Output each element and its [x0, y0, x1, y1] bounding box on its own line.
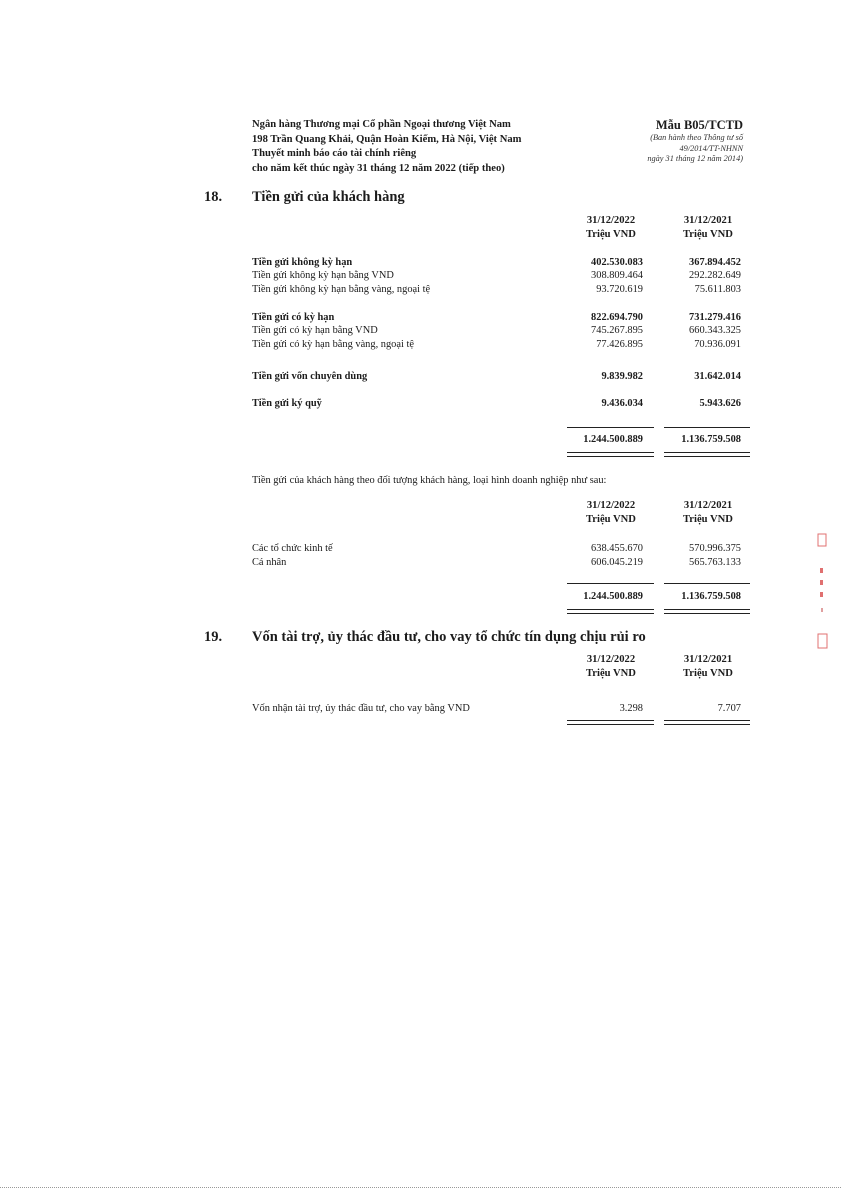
section-18-title: Tiền gửi của khách hàng: [252, 189, 405, 205]
row-label: Tiền gửi có kỳ hạn bằng VND: [252, 325, 378, 336]
column-header-2022: [566, 499, 656, 527]
column-date-2021: 31/12/2021: [683, 215, 733, 226]
row-value-2021: 31.642.014: [694, 371, 741, 382]
row-label: Các tổ chức kinh tế: [252, 543, 333, 554]
row-value-2022: 402.530.083: [591, 257, 643, 268]
total-double-rule-2021: [664, 452, 750, 457]
section-18-number: 18.: [204, 189, 223, 205]
row-label: Tiền gửi không kỳ hạn bằng vàng, ngoại tệ: [252, 284, 431, 295]
row-label: Tiền gửi có kỳ hạn: [252, 312, 335, 323]
reporting-period: cho năm kết thúc ngày 31 tháng 12 năm 2022 (tiếp theo): [252, 162, 505, 174]
column-unit-2021: Triệu VND: [683, 668, 733, 679]
column-unit-2021: Triệu VND: [683, 229, 733, 240]
breakdown-intro: Tiền gửi của khách hàng theo đối tượng khách hàng, loại hình doanh nghiệp như sau:: [252, 475, 607, 486]
row-value-2022: 3.298: [619, 703, 643, 714]
bank-name: Ngân hàng Thương mại Cổ phần Ngoại thương Việt Nam: [252, 119, 511, 130]
row-value-2022: 745.267.895: [591, 325, 643, 336]
subtotal-rule-2021: [664, 427, 750, 428]
section-19-title: Vốn tài trợ, ủy thác đầu tư, cho vay tổ chức tín dụng chịu rủi ro: [252, 629, 646, 645]
column-header-2021: [663, 214, 753, 242]
row-label: Tiền gửi vốn chuyên dùng: [252, 371, 368, 382]
total-double-rule-2021: [664, 609, 750, 614]
form-reference: [543, 118, 743, 165]
row-label: Vốn nhận tài trợ, ủy thác đầu tư, cho vay bằng VND: [252, 703, 470, 714]
row-label: Tiền gửi không kỳ hạn bằng VND: [252, 270, 394, 281]
section-19-number: 19.: [204, 629, 223, 645]
row-value-2021: 292.282.649: [689, 270, 741, 281]
row-label: Tiền gửi không kỳ hạn: [252, 257, 353, 268]
column-unit-2022: Triệu VND: [586, 229, 636, 240]
form-note-line-3: ngày 31 tháng 12 năm 2014): [647, 154, 743, 163]
row-value-2022: 77.426.895: [596, 339, 643, 350]
column-unit-2022: Triệu VND: [586, 668, 636, 679]
row-value-2022: 822.694.790: [591, 312, 643, 323]
row-value-2022: 9.839.982: [601, 371, 643, 382]
total-double-rule-2022: [567, 452, 654, 457]
row-value-2021: 565.763.133: [689, 557, 741, 568]
row-value-2022: 93.720.619: [596, 284, 643, 295]
column-date-2022: 31/12/2022: [586, 215, 636, 226]
total-double-rule-2021: [664, 720, 750, 725]
column-header-2022: [566, 653, 656, 681]
subtotal-rule-2021: [664, 583, 750, 584]
column-header-2021: [663, 653, 753, 681]
stamp-fragment: [812, 530, 836, 655]
column-date-2022: 31/12/2022: [586, 654, 636, 665]
row-value-2021: 7.707: [717, 703, 741, 714]
bank-address: 198 Trần Quang Khải, Quận Hoàn Kiếm, Hà Nội, Việt Nam: [252, 133, 522, 145]
column-date-2021: 31/12/2021: [683, 654, 733, 665]
row-value-2022: 308.809.464: [591, 270, 643, 281]
total-value-2022: 1.244.500.889: [583, 434, 643, 445]
column-unit-2021: Triệu VND: [683, 514, 733, 525]
row-value-2022: 606.045.219: [591, 557, 643, 568]
form-note-line-2: 49/2014/TT-NHNN: [679, 143, 743, 153]
row-label: Cá nhân: [252, 557, 287, 568]
row-value-2022: 9.436.034: [601, 398, 643, 409]
row-value-2022: 638.455.670: [591, 543, 643, 554]
row-label: Tiền gửi ký quỹ: [252, 398, 322, 409]
row-value-2021: 660.343.325: [689, 325, 741, 336]
row-value-2021: 75.611.803: [694, 284, 741, 295]
subtotal-rule-2022: [567, 427, 654, 428]
row-value-2021: 5.943.626: [699, 398, 741, 409]
column-date-2022: 31/12/2022: [586, 500, 636, 511]
total-value-2022: 1.244.500.889: [583, 591, 643, 602]
column-date-2021: 31/12/2021: [683, 500, 733, 511]
row-value-2021: 367.894.452: [689, 257, 741, 268]
column-header-2022: [566, 214, 656, 242]
column-unit-2022: Triệu VND: [586, 514, 636, 525]
total-value-2021: 1.136.759.508: [681, 591, 741, 602]
row-label: Tiền gửi có kỳ hạn bằng vàng, ngoại tệ: [252, 339, 414, 350]
form-note-line-1: (Ban hành theo Thông tư số: [650, 133, 743, 142]
row-value-2021: 570.996.375: [689, 543, 741, 554]
subtotal-rule-2022: [567, 583, 654, 584]
page-bottom-edge: [0, 1187, 841, 1188]
total-value-2021: 1.136.759.508: [681, 434, 741, 445]
row-value-2021: 731.279.416: [689, 312, 741, 323]
total-double-rule-2022: [567, 720, 654, 725]
form-code: Mẫu B05/TCTD: [655, 118, 743, 132]
row-value-2021: 70.936.091: [694, 339, 741, 350]
column-header-2021: [663, 499, 753, 527]
document-title: Thuyết minh báo cáo tài chính riêng: [252, 148, 417, 159]
report-header: [252, 118, 521, 176]
total-double-rule-2022: [567, 609, 654, 614]
